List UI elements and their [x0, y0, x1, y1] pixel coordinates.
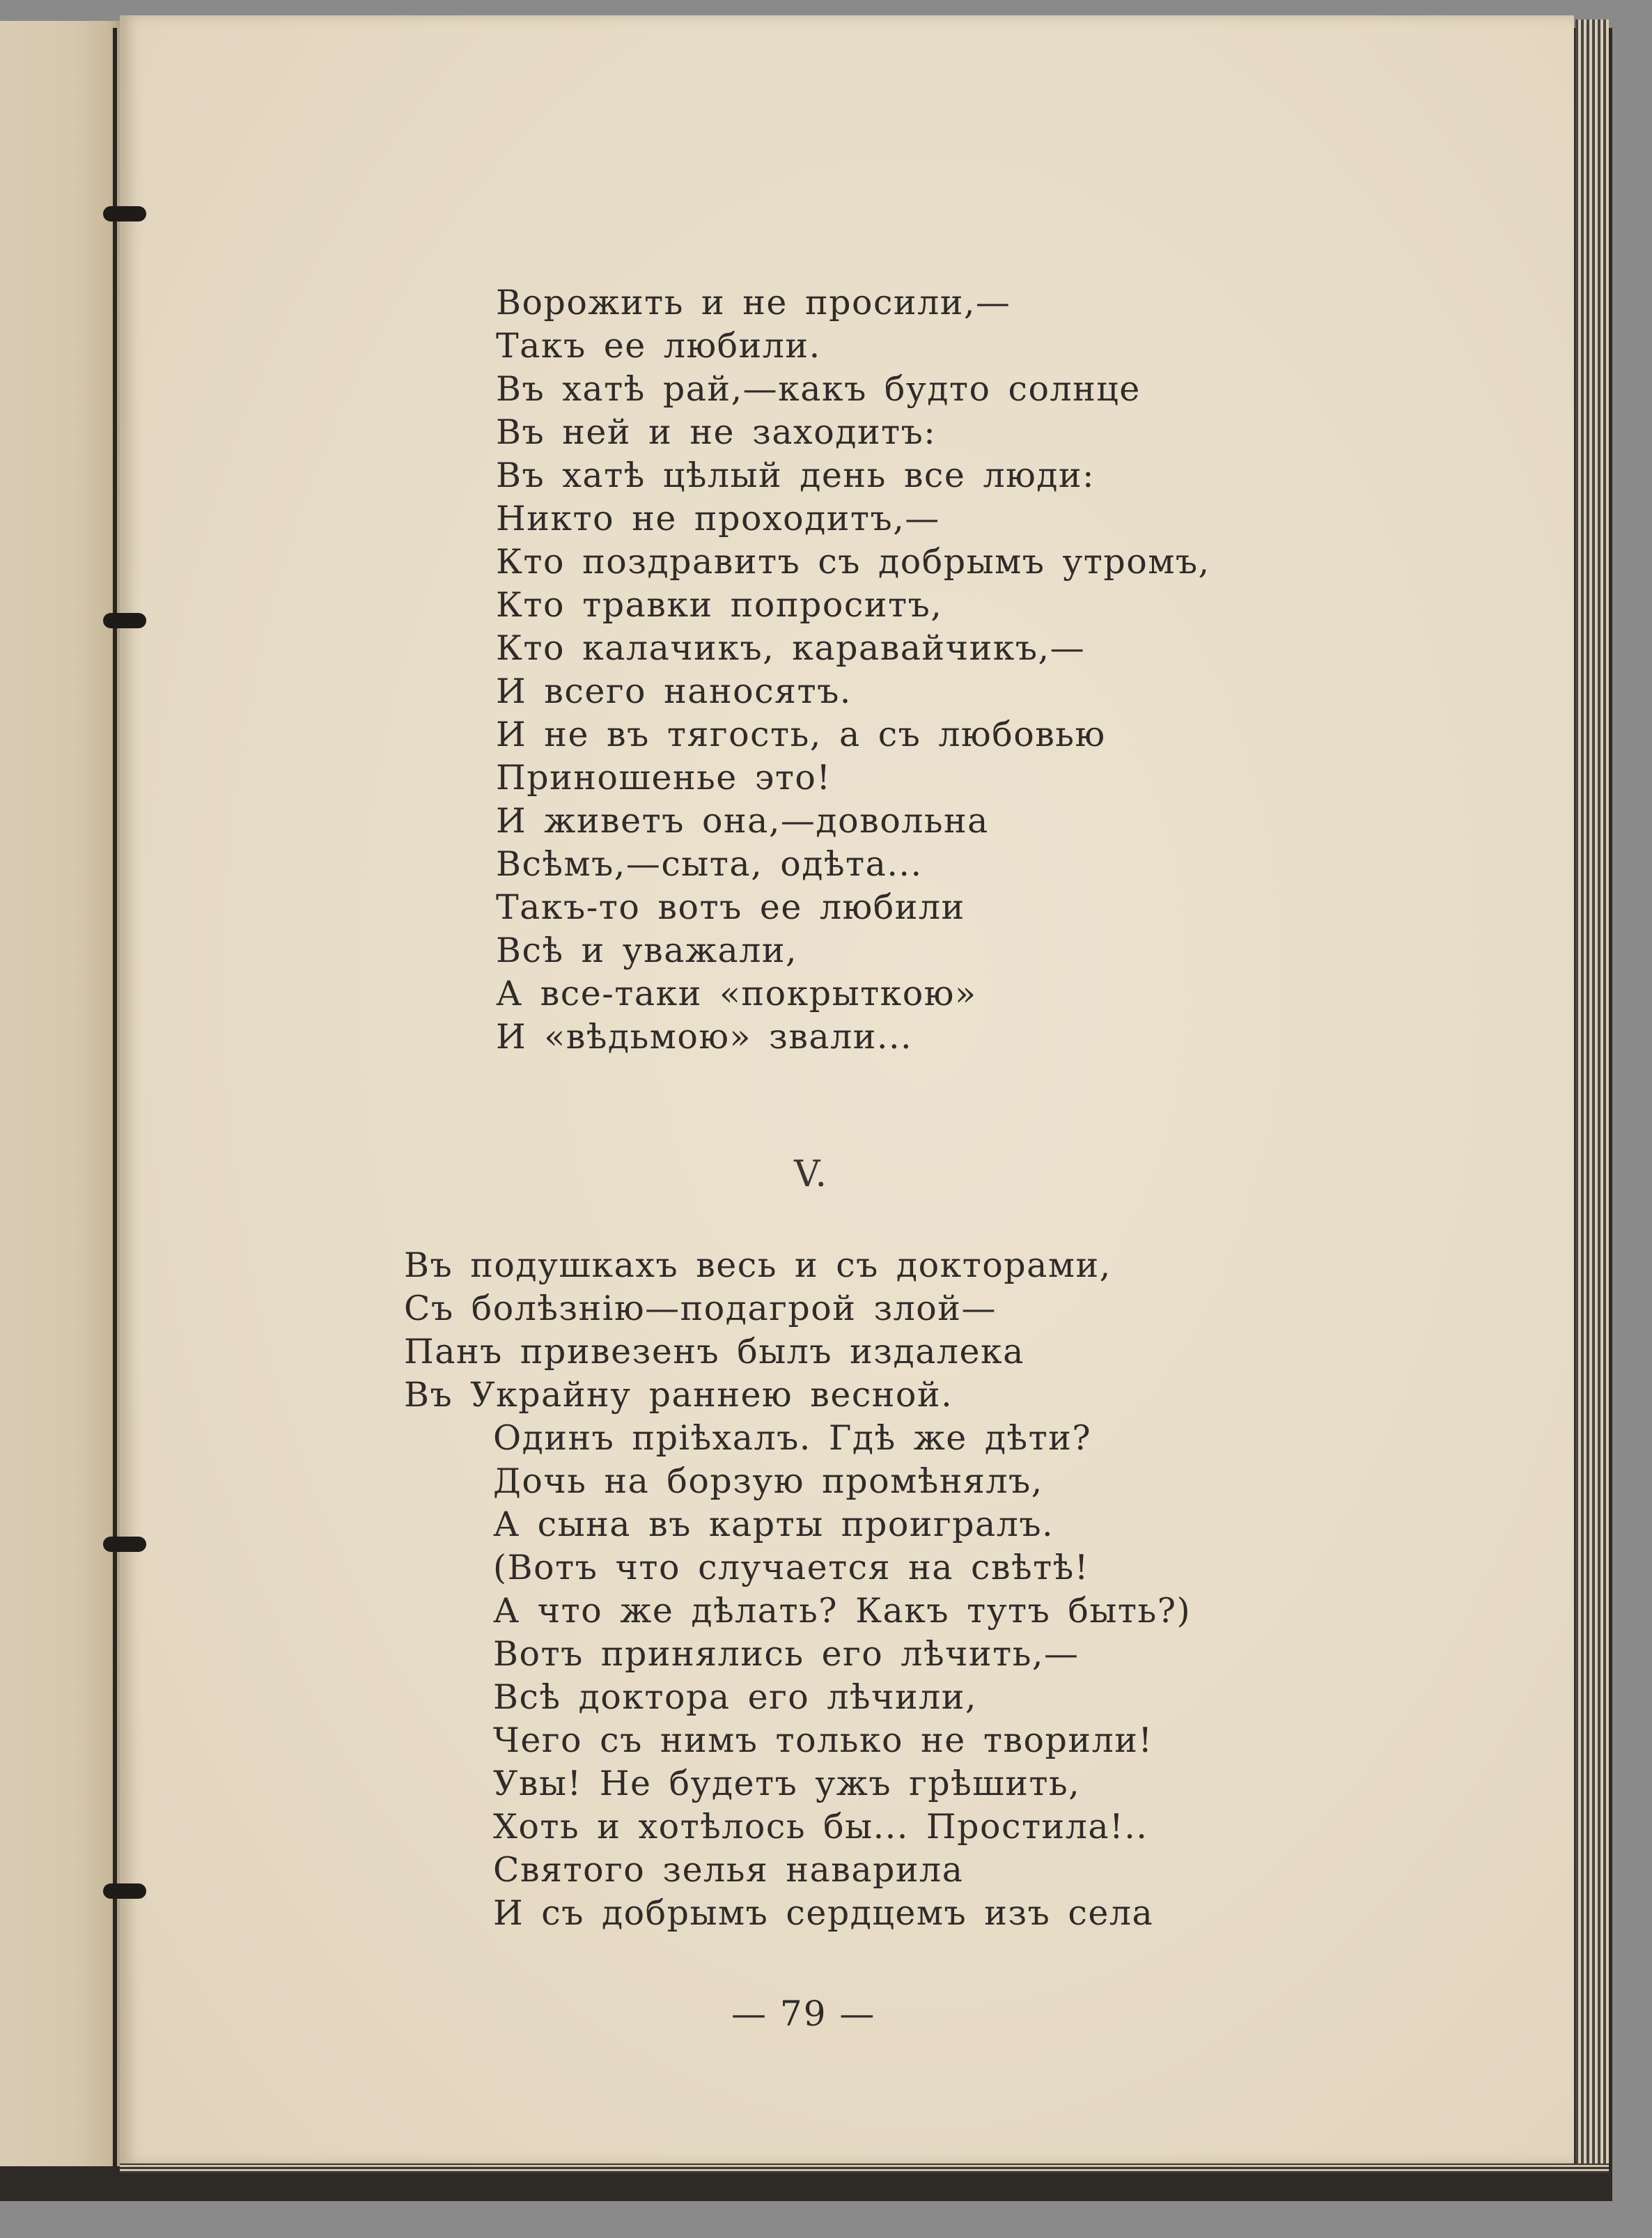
verse-line: Кто калачикъ, каравайчикъ,— [496, 628, 1086, 668]
verse-line: Въ подушкахъ весь и съ докторами, [404, 1245, 1112, 1285]
verse-line: И съ добрымъ сердцемъ изъ села [493, 1893, 1154, 1933]
verse-line: Увы! Не будетъ ужъ грѣшить, [493, 1764, 1081, 1803]
binding-stitch [103, 613, 146, 628]
verse-line: Панъ привезенъ былъ издалека [404, 1332, 1024, 1371]
verse-line: Въ хатѣ цѣлый день все люди: [496, 456, 1096, 495]
binding-stitch [103, 1883, 146, 1899]
binding-stitch [103, 206, 146, 222]
verse-line: Чего съ нимъ только не творили! [493, 1720, 1153, 1760]
verse-line: (Вотъ что случается на свѣтѣ! [493, 1548, 1089, 1587]
verse-line: Кто травки попроситъ, [496, 585, 943, 625]
verse-line: Въ ней и не заходитъ: [496, 412, 937, 452]
verse-line: Ворожить и не просили,— [496, 283, 1011, 323]
binding-stitch [103, 1537, 146, 1552]
verse-line: Такъ ее любили. [496, 326, 821, 366]
verse-line: И «вѣдьмою» звали... [496, 1017, 913, 1057]
verse-line: Всѣ доктора его лѣчили, [493, 1677, 977, 1717]
verse-line: Вотъ принялись его лѣчить,— [493, 1634, 1080, 1674]
verse-line: Въ Украйну раннею весной. [404, 1375, 953, 1415]
verse-line: Такъ-то вотъ ее любили [496, 887, 965, 927]
verse-line: И не въ тягость, а съ любовью [496, 715, 1106, 754]
verse-line: Дочь на борзую промѣнялъ, [493, 1461, 1043, 1501]
verse-line: Въ хатѣ рай,—какъ будто солнце [496, 369, 1141, 409]
verse-line: И живетъ она,—довольна [496, 801, 989, 841]
verse-line: А сына въ карты проигралъ. [493, 1505, 1054, 1544]
verse-line: Приношенье это! [496, 758, 832, 798]
verse-line: А все-таки «покрыткою» [496, 974, 977, 1013]
verse-line: Святого зелья наварила [493, 1850, 964, 1890]
verse-line: Съ болѣзнiю—подагрой злой— [404, 1289, 997, 1328]
verse-line: Всѣмъ,—сыта, одѣта... [496, 844, 923, 884]
page-bottom-edge [120, 2163, 1609, 2173]
verse-line: Одинъ прiѣхалъ. Гдѣ же дѣти? [493, 1418, 1092, 1458]
verse-line: А что же дѣлать? Какъ тутъ быть?) [493, 1591, 1192, 1631]
verse-line: Всѣ и уважали, [496, 931, 798, 970]
verse-line: Хоть и хотѣлось бы... Простила!.. [493, 1807, 1148, 1847]
page-number: — 79 — [731, 1994, 876, 2034]
section-heading: V. [794, 1153, 828, 1195]
binding-gutter [113, 28, 117, 2166]
page-stack-edge [1575, 20, 1609, 2163]
verse-line: И всего наносятъ. [496, 671, 852, 711]
verse-line: Кто поздравитъ съ добрымъ утромъ, [496, 542, 1210, 582]
verse-line: Никто не проходитъ,— [496, 499, 940, 538]
left-page-edge [0, 21, 124, 2166]
